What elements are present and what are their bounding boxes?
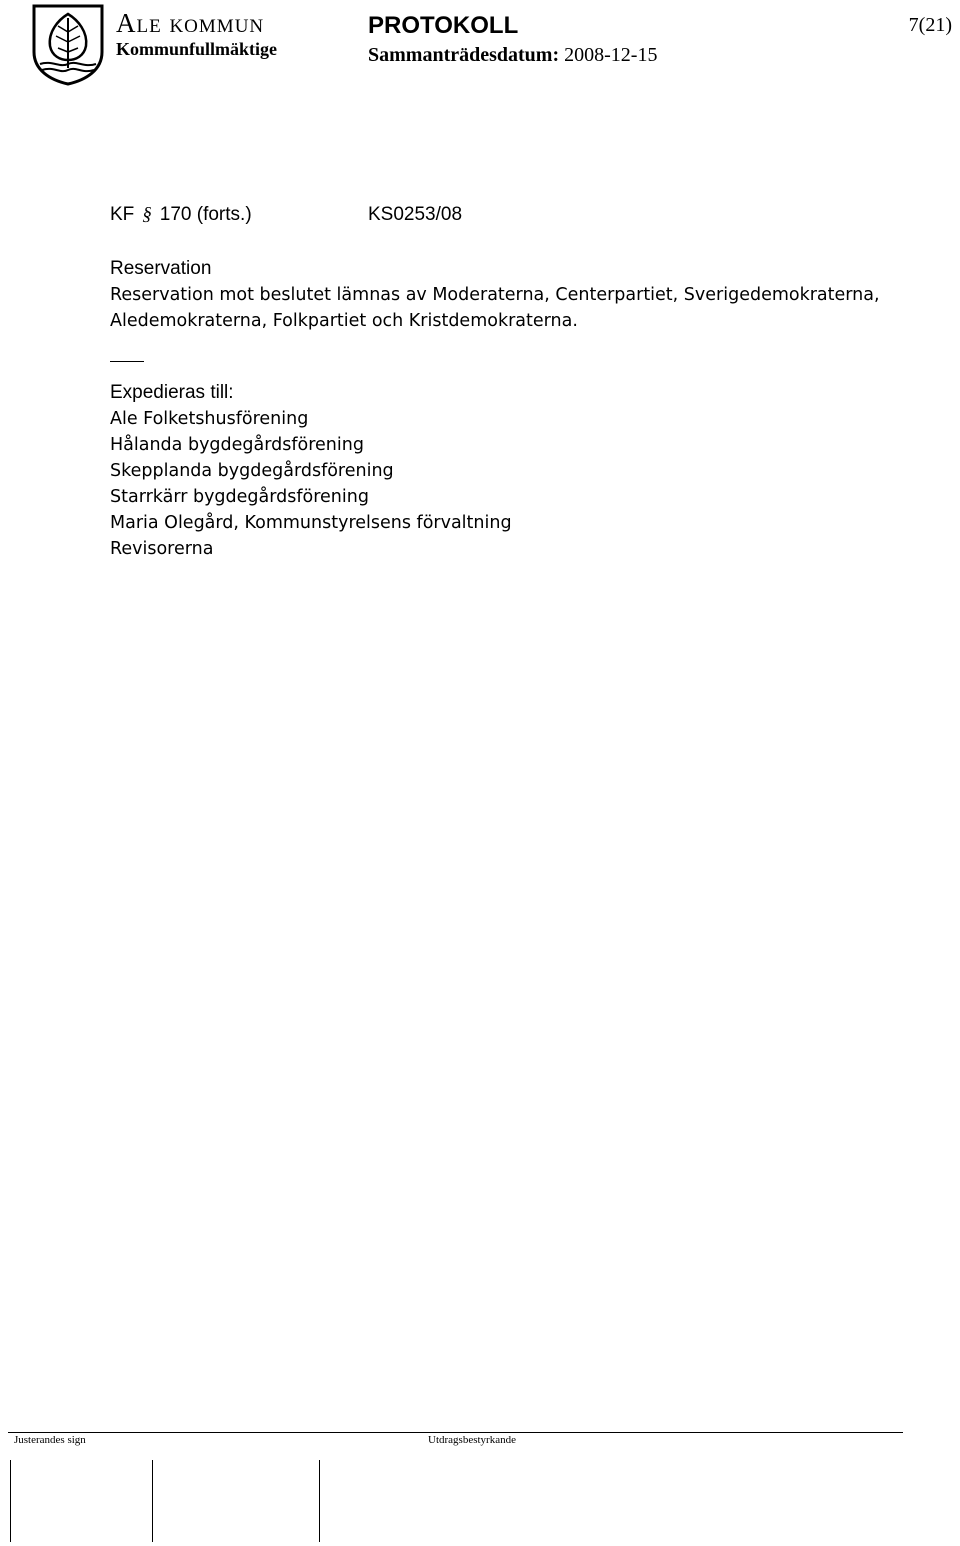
document-title: PROTOKOLL	[368, 12, 519, 39]
signature-box-divider	[10, 1460, 11, 1542]
recipient-item: Skepplanda bygdegårdsförening	[110, 461, 394, 481]
reservation-text-line-1: Reservation mot beslutet lämnas av Moderaterna, Centerpartiet, Sverigedemokraterna,	[110, 285, 880, 305]
reservation-text-line-2: Aledemokraterna, Folkpartiet och Kristdemokraterna.	[110, 311, 578, 331]
signature-box-divider	[319, 1460, 320, 1542]
recipient-list	[110, 406, 930, 562]
dispatch-heading: Expedieras till:	[110, 382, 234, 403]
section-symbol: §	[142, 204, 152, 225]
organization-name: Ale kommun	[116, 8, 265, 38]
section-divider	[110, 361, 144, 362]
footer-rule	[8, 1432, 903, 1433]
paragraph-prefix: KF	[110, 204, 135, 225]
recipient-item: Maria Olegård, Kommunstyrelsens förvaltning	[110, 513, 512, 533]
organization-block	[116, 8, 277, 60]
meeting-date-label: Sammanträdesdatum:	[368, 44, 560, 66]
municipal-coat-of-arms-logo	[30, 2, 106, 86]
recipient-item: Hålanda bygdegårdsförening	[110, 435, 364, 455]
case-number: KS0253/08	[368, 204, 463, 225]
recipient-item: Starrkärr bygdegårdsförening	[110, 487, 369, 507]
reservation-heading: Reservation	[110, 258, 212, 279]
paragraph-number: 170 (forts.)	[159, 204, 252, 225]
paragraph-reference	[110, 204, 463, 226]
organization-body: Kommunfullmäktige	[116, 39, 278, 59]
recipient-item: Ale Folketshusförening	[110, 409, 309, 429]
meeting-date-value: 2008-12-15	[564, 44, 658, 66]
extract-certification-label: Utdragsbestyrkande	[428, 1434, 516, 1446]
recipient-item: Revisorerna	[110, 539, 214, 559]
document-body	[110, 256, 930, 562]
meeting-date-line	[368, 44, 657, 67]
signature-label: Justerandes sign	[14, 1434, 86, 1446]
page-number: 7(21)	[908, 14, 952, 36]
signature-box-divider	[152, 1460, 153, 1542]
